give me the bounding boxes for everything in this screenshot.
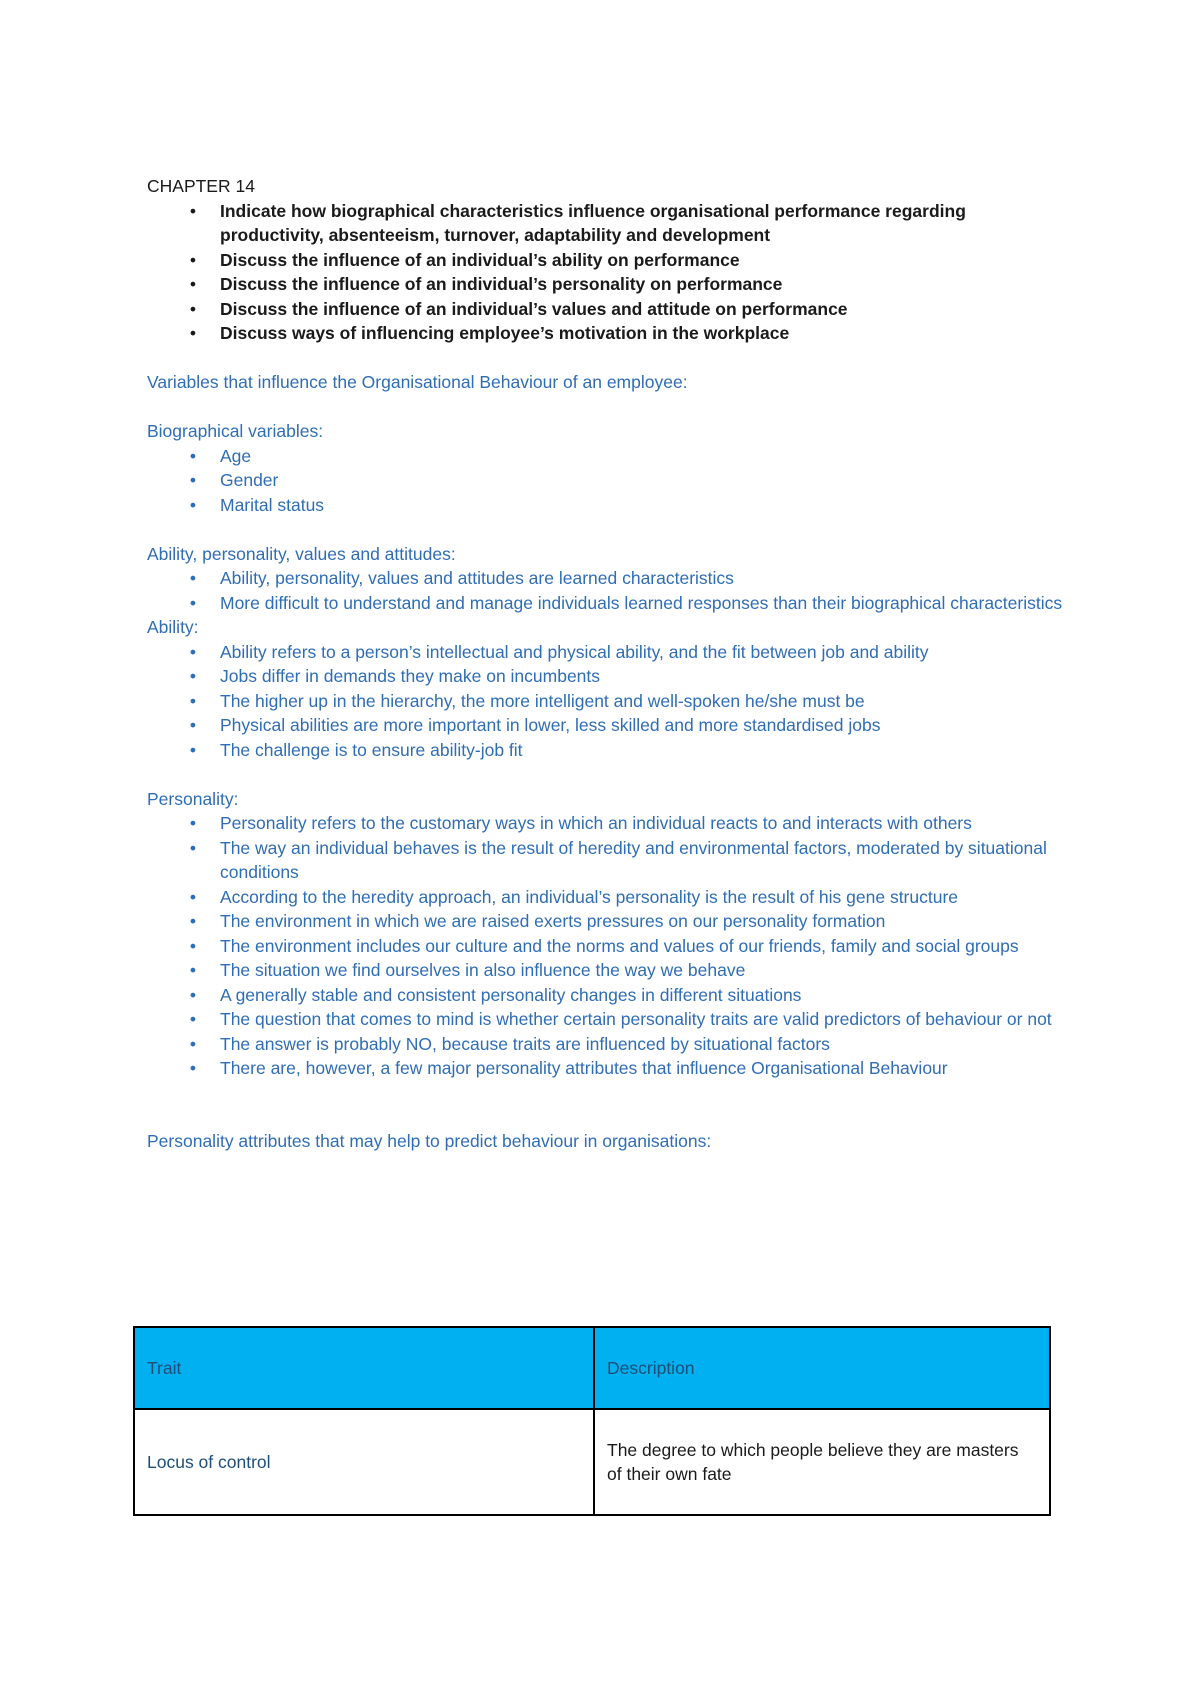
list-item [147,566,1067,591]
item-text: Physical abilities are more important in lower, less skilled and more standardised jobs [220,715,881,735]
list-item [147,885,1067,910]
bullet-icon: • [189,249,197,270]
list-item [147,958,1067,983]
attributes-heading: Personality attributes that may help to predict behaviour in organisations: [147,1130,712,1151]
bullet-icon: • [189,1009,197,1029]
list-item [147,713,1067,738]
bullet-icon: • [189,568,197,588]
item-text: The situation we find ourselves in also influence the way we behave [220,960,746,980]
personality-list [147,811,1067,1081]
objective-text: Discuss ways of influencing employee’s motivation in the workplace [220,323,790,343]
personality-heading: Personality: [147,788,239,809]
apva-heading: Ability, personality, values and attitudes: [147,543,456,564]
bullet-icon: • [189,911,197,931]
item-text: The higher up in the hierarchy, the more intelligent and well-spoken he/she must be [220,690,865,711]
list-item [147,272,1067,297]
bullet-icon: • [189,739,197,760]
list-item [147,689,1067,714]
list-item [147,248,1067,273]
bullet-icon: • [189,323,197,343]
list-item [147,738,1067,763]
bullet-icon: • [189,715,197,735]
header-trait: Trait [134,1327,594,1409]
bullet-icon: • [189,666,197,686]
bullet-icon: • [189,984,197,1005]
header-description: Description [594,1327,1050,1409]
item-text: Age [220,445,252,466]
list-item [147,468,1067,493]
list-item [147,664,1067,689]
bullet-icon: • [189,592,197,613]
item-text: Jobs differ in demands they make on incumbents [220,666,601,686]
bullet-icon: • [189,935,197,956]
item-text: There are, however, a few major personality attributes that influence Organisational Behaviour [220,1058,948,1078]
list-item [147,444,1067,469]
item-text: According to the heredity approach, an individual’s personality is the result of his gene structure [220,886,959,907]
list-item [147,297,1067,322]
bullet-icon: • [189,1058,197,1078]
list-item [147,493,1067,518]
bullet-icon: • [189,445,197,466]
objectives-list [147,199,1067,346]
bullet-icon: • [189,274,197,294]
item-text: The environment includes our culture and the norms and values of our friends, family and social groups [220,935,1019,956]
list-item [147,934,1067,959]
bullet-icon: • [189,1033,197,1054]
item-text: The environment in which we are raised exerts pressures on our personality formation [220,911,886,931]
document-content [147,174,1067,1153]
bullet-icon: • [189,200,197,221]
objective-text: Indicate how biographical characteristics influence organisational performance regarding productivity, absenteeism, turnover, adaptability and development [220,200,966,245]
list-item [147,909,1067,934]
list-item [147,199,1067,248]
list-item [147,1032,1067,1057]
item-text: Marital status [220,494,325,515]
objective-text: Discuss the influence of an individual’s personality on performance [220,274,783,294]
table-header-row [134,1327,1050,1409]
biographical-heading: Biographical variables: [147,421,324,441]
item-text: A generally stable and consistent personality changes in different situations [220,984,802,1005]
bullet-icon: • [189,960,197,980]
list-item [147,591,1067,616]
item-text: The challenge is to ensure ability-job fit [220,739,523,760]
intro-heading: Variables that influence the Organisational Behaviour of an employee: [147,372,688,392]
list-item [147,983,1067,1008]
item-text: Personality refers to the customary ways in which an individual reacts to and interacts with others [220,813,972,833]
bullet-icon: • [189,690,197,711]
item-text: More difficult to understand and manage individuals learned responses than their biographical characteristics [220,592,1063,613]
ability-heading: Ability: [147,617,199,637]
objective-text: Discuss the influence of an individual’s values and attitude on performance [220,298,848,319]
item-text: Gender [220,470,279,490]
item-text: Ability, personality, values and attitudes are learned characteristics [220,568,734,588]
list-item [147,1056,1067,1081]
bullet-icon: • [189,298,197,319]
bullet-icon: • [189,837,197,858]
bullet-icon: • [189,470,197,490]
bullet-icon: • [189,886,197,907]
list-item [147,321,1067,346]
objective-text: Discuss the influence of an individual’s ability on performance [220,249,740,270]
list-item [147,836,1067,885]
bullet-icon: • [189,641,197,662]
item-text: Ability refers to a person’s intellectual and physical ability, and the fit between job and ability [220,641,929,662]
item-text: The question that comes to mind is whether certain personality traits are valid predictors of behaviour or not [220,1009,1052,1029]
list-item [147,1007,1067,1032]
chapter-title: CHAPTER 14 [147,176,255,196]
bullet-icon: • [189,813,197,833]
item-text: The answer is probably NO, because traits are influenced by situational factors [220,1033,830,1054]
trait-cell: Locus of control [134,1409,594,1515]
ability-list [147,640,1067,763]
list-item [147,640,1067,665]
apva-list [147,566,1067,615]
item-text: The way an individual behaves is the result of heredity and environmental factors, moderated by situational conditions [220,837,1047,882]
table-row [134,1409,1050,1515]
biographical-list [147,444,1067,518]
list-item [147,811,1067,836]
description-cell: The degree to which people believe they are masters of their own fate [594,1409,1050,1515]
traits-table [133,1326,1051,1516]
bullet-icon: • [189,494,197,515]
